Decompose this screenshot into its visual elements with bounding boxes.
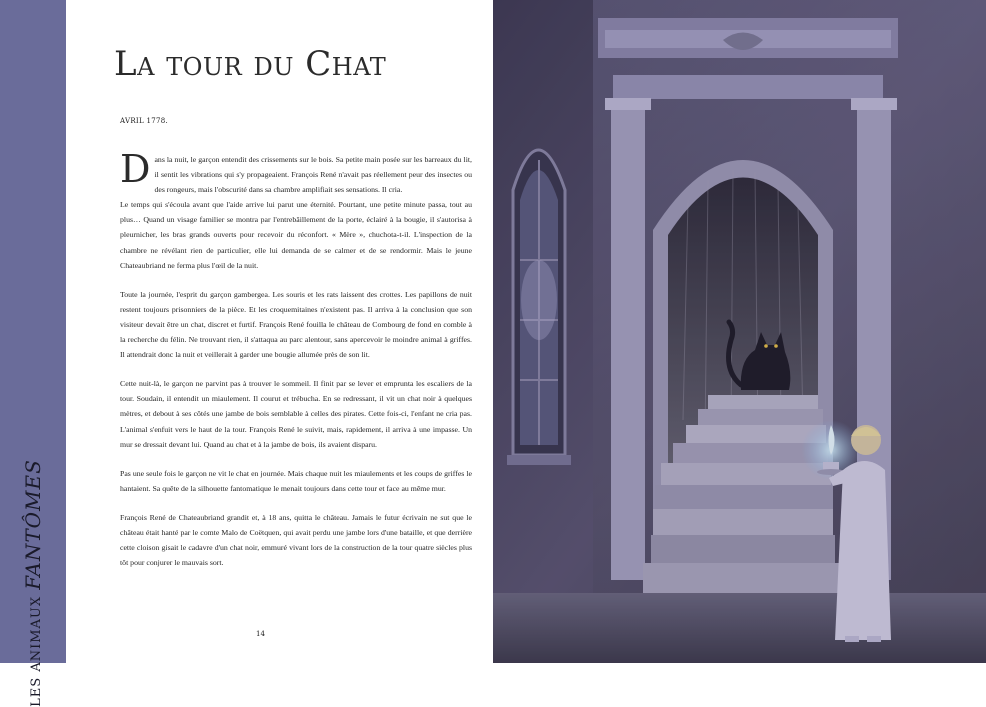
page-title: La tour du Chat [114, 44, 387, 84]
paragraph-1b: Le temps qui s'écoula avant que l'aide arrive lui parut une éternité. Pourtant, une petite minute passa, tout au plus… Quand un visage familier se montra par l'entrebâillement de la porte, éclairé à la bougie, il s'autorisa à pleurnicher, les bras grands ouverts pour recevoir du réconfort. « Mère », chuchota-t-il. L'inspection de la chambre ne révélant rien de particulier, elle lui demanda de se calmer et de se rendormir. Mais le jeune Chateaubriand ne ferma plus l'œil de la nuit. [120, 200, 472, 270]
story-date: AVRIL 1778. [120, 117, 169, 125]
series-prefix: LES ANIMAUX [29, 595, 44, 707]
drop-cap: D [120, 147, 151, 191]
series-title [21, 459, 45, 707]
illustration [493, 0, 986, 663]
book-spine [0, 0, 66, 707]
paragraph-1 [120, 147, 472, 197]
series-highlight: FANTÔMES [21, 459, 45, 590]
paragraph-3: Cette nuit-là, le garçon ne parvint pas à trouver le sommeil. Il finit par se lever et emprunta les escaliers de la tour. Soudain, il entendit un miaulement. Il courut et trébucha. En se redressant, il vit un chat noir à quelques mètres, et debout à ses côtés une jambe de bois semblable à celles des pirates. Cette fois-ci, l'enfant ne cria pas. L'animal s'enfuit vers le haut de la tour. François René le suivit, mais, rapidement, il arriva à une impasse. Un mur se dressait devant lui. Quand au chat et à la jambe de bois, ils avaient disparu. [120, 379, 472, 449]
illustration-svg [493, 0, 986, 663]
paragraph-5: François René de Chateaubriand grandit et, à 18 ans, quitta le château. Jamais le futur écrivain ne sut que le château était hanté par le comte Malo de Coëtquen, qui avait perdu une jambe lors d'une bataille, et que derrière cette cloison gisait le cadavre d'un chat noir, emmuré vivant lors de la construction de la tour quatre siècles plus tôt pour conjurer le mauvais sort. [120, 512, 472, 568]
paragraph-4: Pas une seule fois le garçon ne vit le chat en journée. Mais chaque nuit les miaulements et les coups de griffes le hantaient. Sa quête de la silhouette fantomatique le menait toujours dans cette tour et face au même mur. [120, 468, 472, 493]
text-page [66, 0, 493, 663]
paragraph-1-text: ans la nuit, le garçon entendit des crissements sur le bois. Sa petite main posée sur les barreaux du lit, il sentit les vibrations qui s'y propageaient. François René n'avait pas réellement peur des insectes ou des rongeurs, mais l'obscurité dans sa chambre amplifiait ses sensations. Il cria. [154, 155, 472, 195]
paragraph-2: Toute la journée, l'esprit du garçon gambergea. Les souris et les rats laissent des crottes. Les papillons de nuit restent toujours prisonniers de la pièce. Et les croquemitaines n'existent pas. Il arriva à la conclusion que son visiteur devait être un chat, discret et furtif. François René fouilla le château de Combourg de fond en comble à la recherche du félin. Ne trouvant rien, il s'attaqua au parc alentour, sans apercevoir le moindre animal à griffes. Il attendrait donc la nuit et veillerait à garder une bougie allumée près de son lit. [120, 289, 472, 360]
page-number: 14 [256, 630, 265, 638]
story-body [120, 147, 472, 584]
